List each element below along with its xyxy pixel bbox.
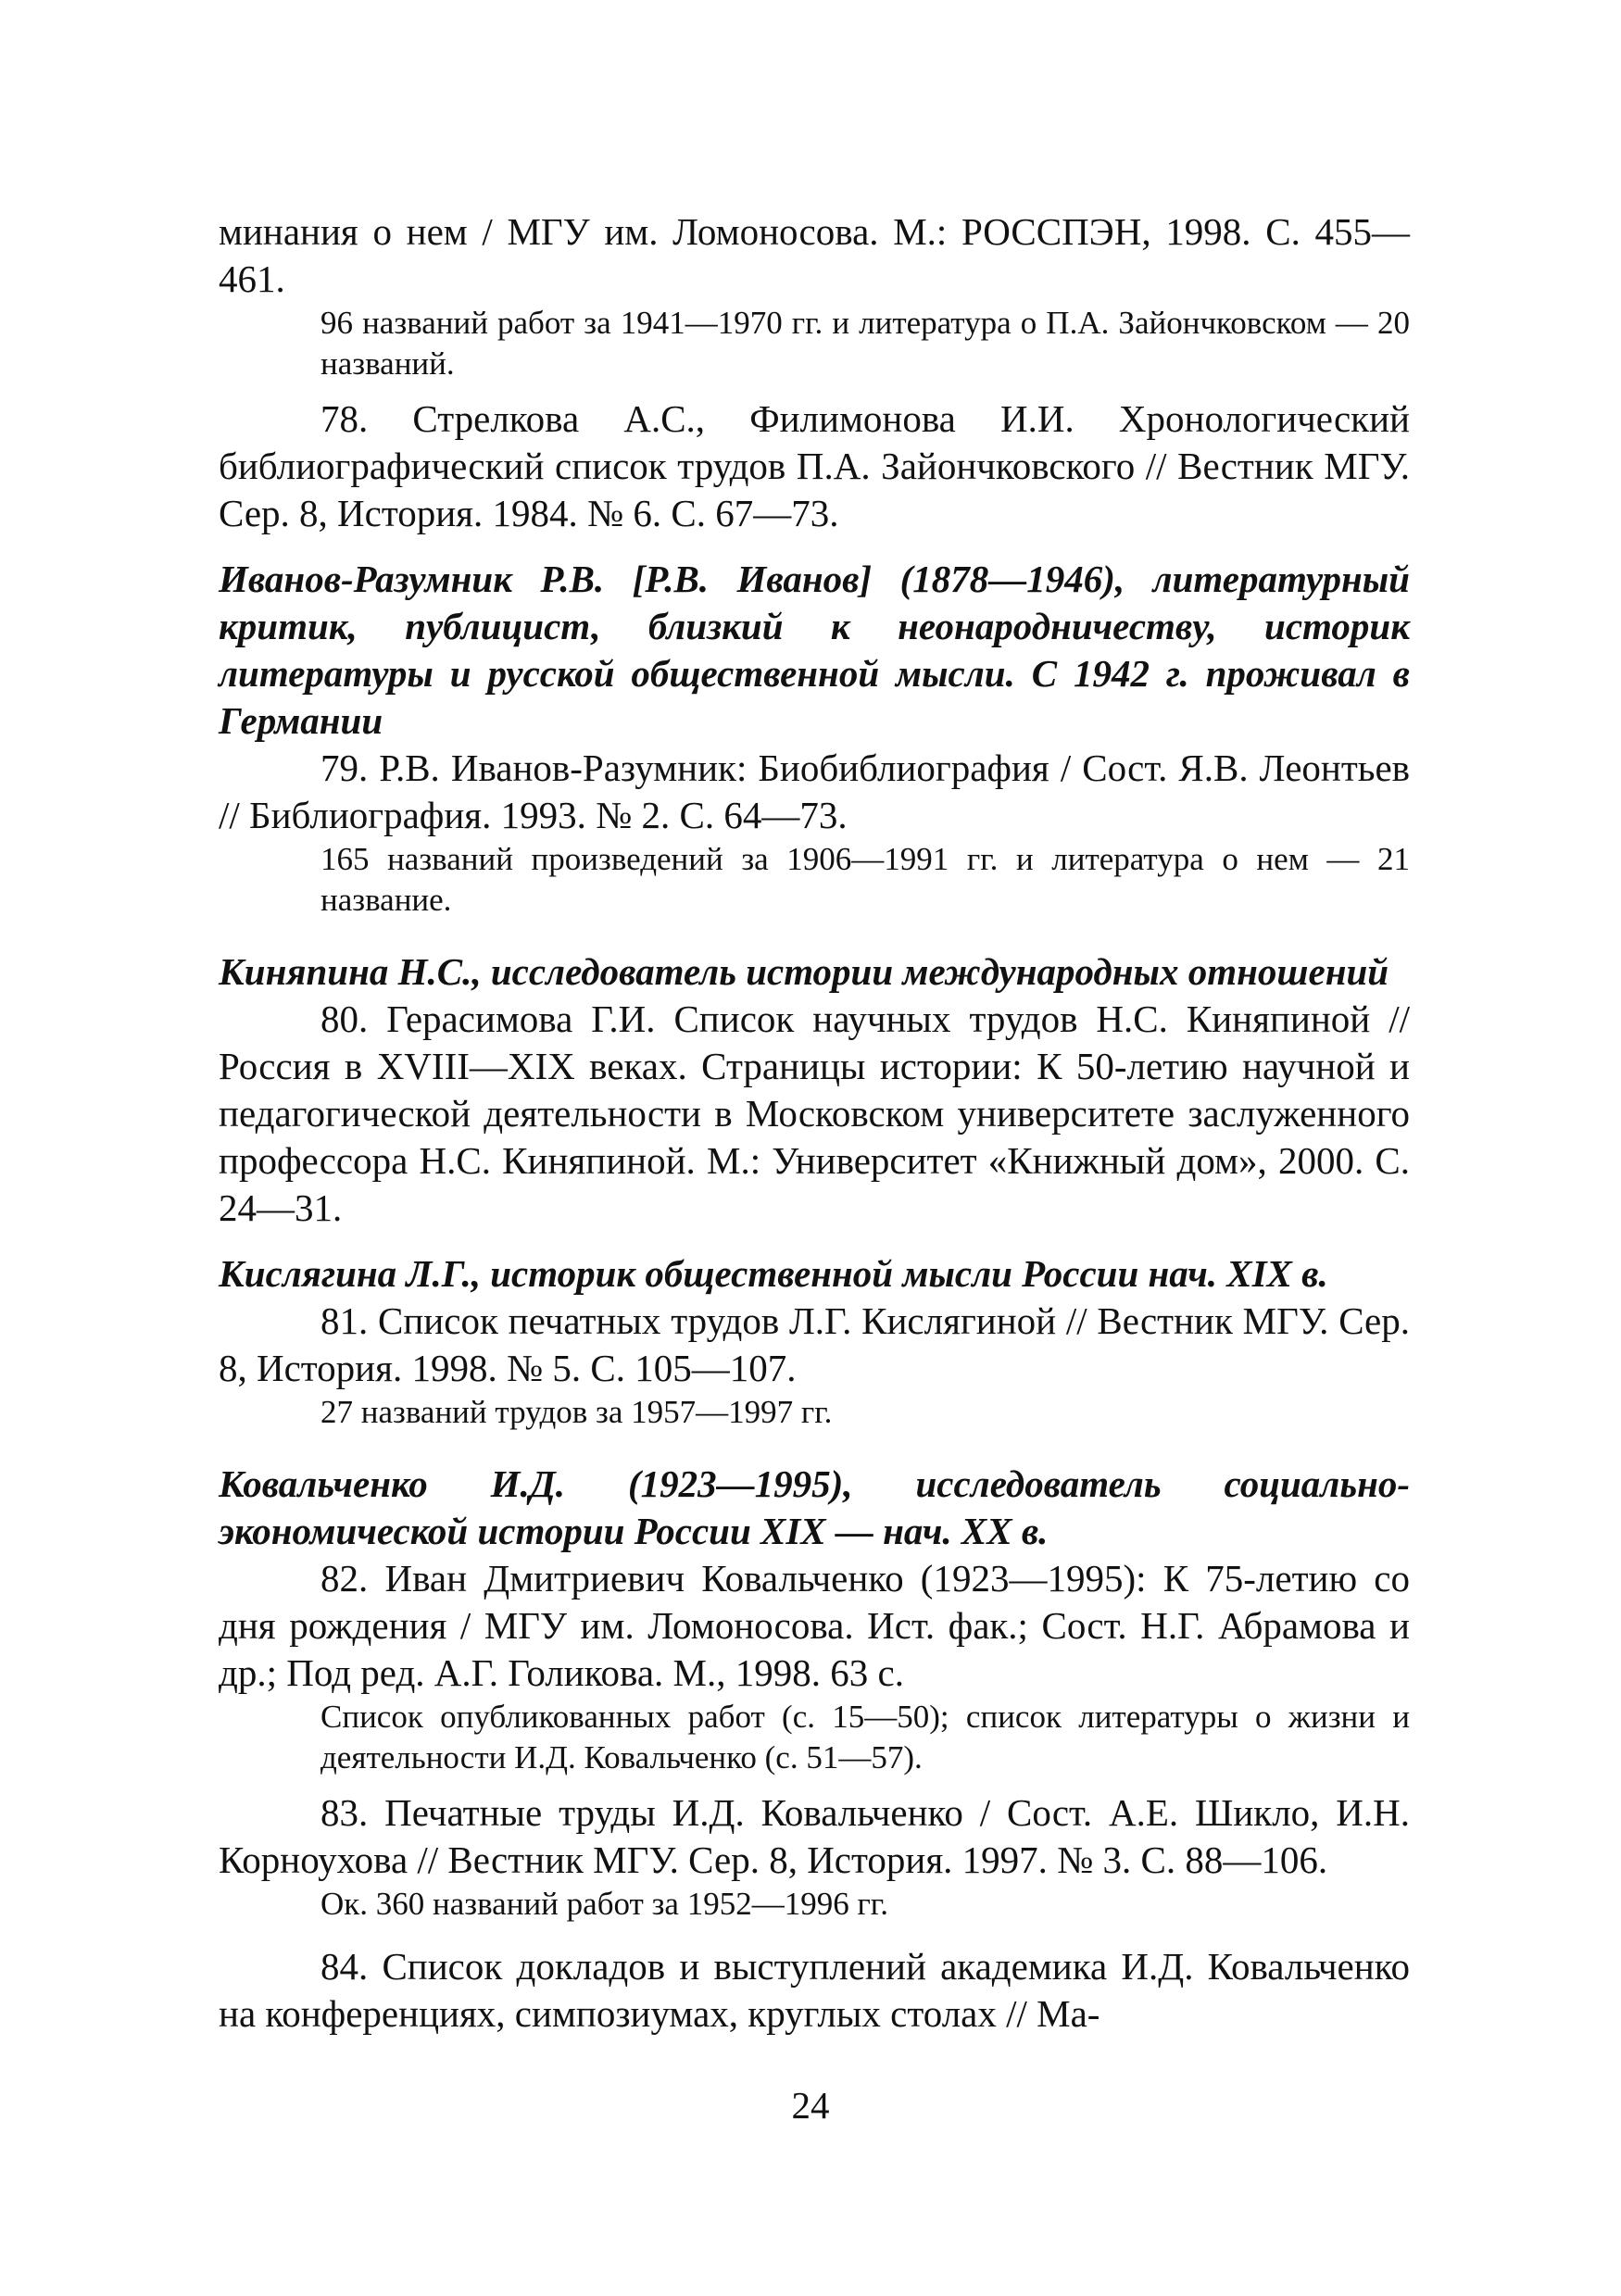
entry-78: 78. Стрелкова А.С., Филимонова И.И. Хронологический библиографический список трудов П.А. Зайончковского // Вестник МГУ. Сер. 8, История. 1984. № 6. С. 67—73. bbox=[219, 397, 1410, 534]
person-heading-kovalchenko: Ковальченко И.Д. (1923—1995), исследователь социально-экономической истории России XIX — нач. XX в. bbox=[219, 1462, 1410, 1552]
entry-83: 83. Печатные труды И.Д. Ковальченко / Сост. А.Е. Шикло, И.Н. Корноухова // Вестник МГУ. Сер. 8, История. 1997. № 3. С. 88—106. bbox=[219, 1791, 1410, 1881]
entry-82: 82. Иван Дмитриевич Ковальченко (1923—1995): К 75-летию со дня рождения / МГУ им. Ломоносова. Ист. фак.; Сост. Н.Г. Абрамова и др.; Под ред. А.Г. Голикова. М., 1998. 63 с. bbox=[219, 1557, 1410, 1694]
entry-79: 79. Р.В. Иванов-Разумник: Биобиблиография / Сост. Я.В. Леонтьев // Библиография. 1993. № 2. С. 64—73. bbox=[219, 747, 1410, 836]
annotation-note: 27 названий трудов за 1957—1997 гг. bbox=[320, 1394, 833, 1430]
entry-81: 81. Список печатных трудов Л.Г. Кислягиной // Вестник МГУ. Сер. 8, История. 1998. № 5. С. 105—107. bbox=[219, 1299, 1410, 1389]
entry-80: 80. Герасимова Г.И. Список научных трудов Н.С. Киняпиной // Россия в XVIII—XIX веках. Страницы истории: К 50-летию научной и педагогической деятельности в Московском университете заслуженного профессора Н.С. Киняпиной. М.: Университет «Книжный дом», 2000. С. 24—31. bbox=[219, 997, 1410, 1229]
annotation-note: 165 названий произведений за 1906—1991 гг. и литература о нем — 21 название. bbox=[320, 841, 1410, 918]
annotation-note: 96 названий работ за 1941—1970 гг. и литература о П.А. Зайончковском — 20 названий. bbox=[320, 305, 1410, 382]
page-number: 24 bbox=[791, 2084, 830, 2127]
entry-continuation: минания о нем / МГУ им. Ломоносова. М.: РОССПЭН, 1998. С. 455—461. bbox=[219, 210, 1410, 300]
person-heading-ivanov-razumnik: Иванов-Разумник Р.В. [Р.В. Иванов] (1878—1946), литературный критик, публицист, близкий к неонародничеству, историк литературы и русской общественной мысли. С 1942 г. проживал в Германии bbox=[219, 558, 1410, 742]
page-content bbox=[219, 208, 1410, 2038]
annotation-note: Ок. 360 названий работ за 1952—1996 гг. bbox=[320, 1886, 888, 1922]
annotation-note: Список опубликованных работ (с. 15—50); список литературы о жизни и деятельности И.Д. Ковальченко (с. 51—57). bbox=[320, 1699, 1410, 1775]
person-heading-kinyapina: Киняпина Н.С., исследователь истории международных отношений bbox=[219, 950, 1389, 993]
entry-84: 84. Список докладов и выступлений академика И.Д. Ковальченко на конференциях, симпозиумах, круглых столах // Ма- bbox=[219, 1945, 1410, 2035]
person-heading-kislyagina: Кислягина Л.Г., историк общественной мысли России нач. XIX в. bbox=[219, 1252, 1328, 1295]
